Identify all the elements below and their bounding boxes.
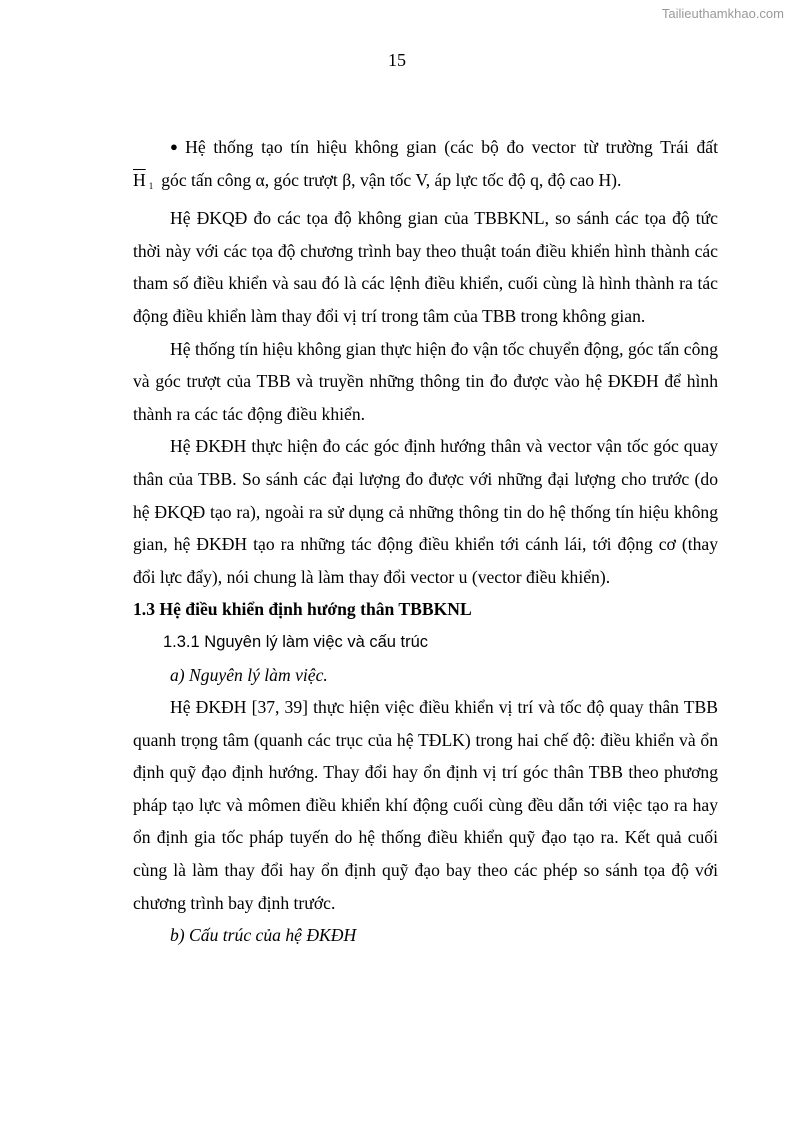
page-number: 15 — [388, 50, 406, 70]
bullet-text-line2: góc tấn công α, góc trượt β, vận tốc V, áp lực tốc độ q, độ cao H). — [161, 169, 622, 190]
bullet-text-line1: Hệ thống tạo tín hiệu không gian (các bộ đo vector từ trường Trái đất — [185, 137, 718, 157]
bullet-icon: ● — [170, 139, 182, 154]
subheading-a: a) Nguyên lý làm việc. — [170, 664, 328, 685]
watermark: Tailieuthamkhao.com — [661, 6, 784, 21]
h1-vector-symbol: $\overline{H}$ — [133, 169, 146, 190]
paragraph: Hệ ĐKQĐ đo các tọa độ không gian của TBBKNL, so sánh các tọa độ tức thời này với các tọa độ chương trình bay theo thuật toán điều khiển hình thành các tham số điều khiển và sau đó là các lệnh điều khiển, cuối cùng là hình thành ra tác động điều khiển làm thay đổi vị trí trong tâm của TBB trong không gian. — [133, 208, 718, 326]
paragraph: Hệ thống tín hiệu không gian thực hiện đo vận tốc chuyển động, góc tấn công và góc trượt của TBB và truyền những thông tin đo được vào hệ ĐKĐH để hình thành ra các tác động điều khiển. — [133, 338, 718, 424]
subsection-heading: 1.3.1 Nguyên lý làm việc và cấu trúc — [163, 632, 429, 651]
page-body — [133, 131, 718, 952]
subheading-b: b) Cấu trúc của hệ ĐKĐH — [170, 925, 357, 946]
h1-subscript: 1 — [148, 180, 154, 191]
section-heading: 1.3 Hệ điều khiển định hướng thân TBBKNL — [133, 599, 472, 620]
paragraph: Hệ ĐKĐH thực hiện đo các góc định hướng thân và vector vận tốc góc quay thân của TBB. So sánh các đại lượng đo được với những đại lượng cho trước (do hệ ĐKQĐ tạo ra), ngoài ra sử dụng cả những thông tin do hệ thống tín hiệu không gian, hệ ĐKĐH tạo ra những tác động điều khiển tới cánh lái, tới động cơ (thay đổi lực đẩy), nói chung là làm thay đổi vector u (vector điều khiển). — [133, 436, 718, 587]
paragraph: Hệ ĐKĐH [37, 39] thực hiện việc điều khiển vị trí và tốc độ quay thân TBB quanh trọng tâm (quanh các trục của hệ TĐLK) trong hai chế độ: điều khiển và ổn định quỹ đạo định hướng. Thay đổi hay ổn định vị trí góc thân TBB theo phương pháp tạo lực và mômen điều khiển khí động cuối cùng đều dẫn tới việc tạo ra hay ổn định gia tốc pháp tuyến do hệ thống điều khiển quỹ đạo tạo ra. Kết quả cuối cùng là làm thay đổi hay ổn định quỹ đạo bay theo các phép so sánh tọa độ với chương trình bay định trước. — [133, 697, 718, 913]
bullet-item — [133, 131, 718, 202]
